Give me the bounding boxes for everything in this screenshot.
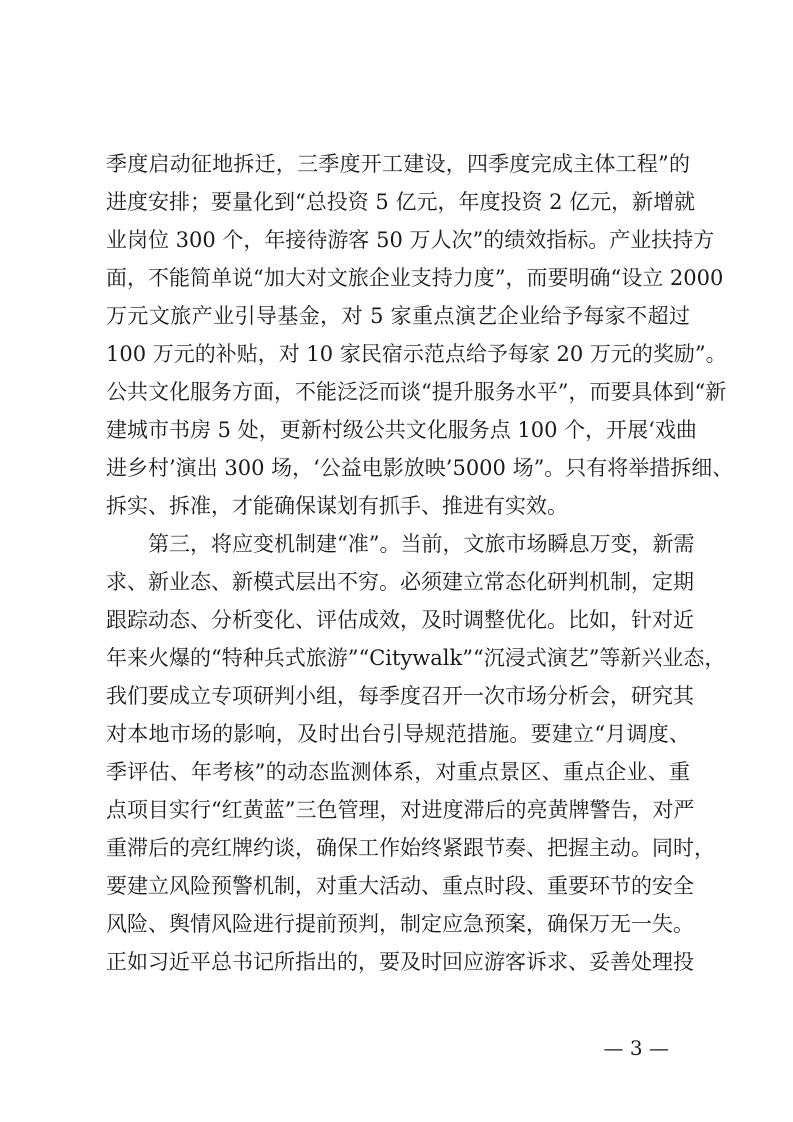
text-line-6: 100 万元的补贴，对 10 家民宿示范点给予每家 20 万元的奖励”。 [106,342,727,366]
text-line-8: 建城市书房 5 处，更新村级公共文化服务点 100 个，开展‘戏曲 [106,418,697,442]
text-line-22: 正如习近平总书记所指出的，要及时回应游客诉求、妥善处理投 [106,950,694,974]
text-line-10: 拆实、拆准，才能确保谋划有抓手、推进有实效。 [106,494,568,518]
text-line-15: 我们要成立专项研判小组，每季度召开一次市场分析会，研究其 [106,684,694,708]
text-line-19: 重滞后的亮红牌约谈，确保工作始终紧跟节奏、把握主动。同时， [106,836,715,860]
text-line-1: 季度启动征地拆迁，三季度开工建设，四季度完成主体工程”的 [106,152,690,176]
text-line-17: 季评估、年考核”的动态监测体系，对重点景区、重点企业、重 [106,760,690,784]
page-number: — 3 — [603,1036,669,1060]
text-line-12: 求、新业态、新模式层出不穷。必须建立常态化研判机制，定期 [106,570,694,594]
text-line-13: 跟踪动态、分析变化、评估成效，及时调整优化。比如，针对近 [106,608,694,632]
text-line-7: 公共文化服务方面，不能泛泛而谈“提升服务水平”，而要具体到“新 [106,380,727,404]
text-line-20: 要建立风险预警机制，对重大活动、重点时段、重要环节的安全 [106,874,694,898]
text-line-11: 第三，将应变机制建“准”。当前，文旅市场瞬息万变，新需 [148,532,695,556]
text-line-9: 进乡村’演出 300 场，‘公益电影放映’5000 场”。只有将举措拆细、 [106,456,734,480]
text-line-2: 进度安排；要量化到“总投资 5 亿元，年度投资 2 亿元，新增就 [106,190,696,214]
text-line-14: 年来火爆的“特种兵式旅游”“Citywalk”“沉浸式演艺”等新兴业态， [106,646,726,670]
text-line-4: 面，不能简单说“加大对文旅企业支持力度”，而要明确“设立 2000 [106,266,724,290]
text-line-16: 对本地市场的影响，及时出台引导规范措施。要建立“月调度、 [106,722,690,746]
text-line-21: 风险、舆情风险进行提前预判，制定应急预案，确保万无一失。 [106,912,694,936]
text-line-5: 万元文旅产业引导基金，对 5 家重点演艺企业给予每家不超过 [106,304,690,328]
text-line-18: 点项目实行“红黄蓝”三色管理，对进度滞后的亮黄牌警告，对严 [106,798,695,822]
text-line-3: 业岗位 300 个，年接待游客 50 万人次”的绩效指标。产业扶持方 [106,228,715,252]
